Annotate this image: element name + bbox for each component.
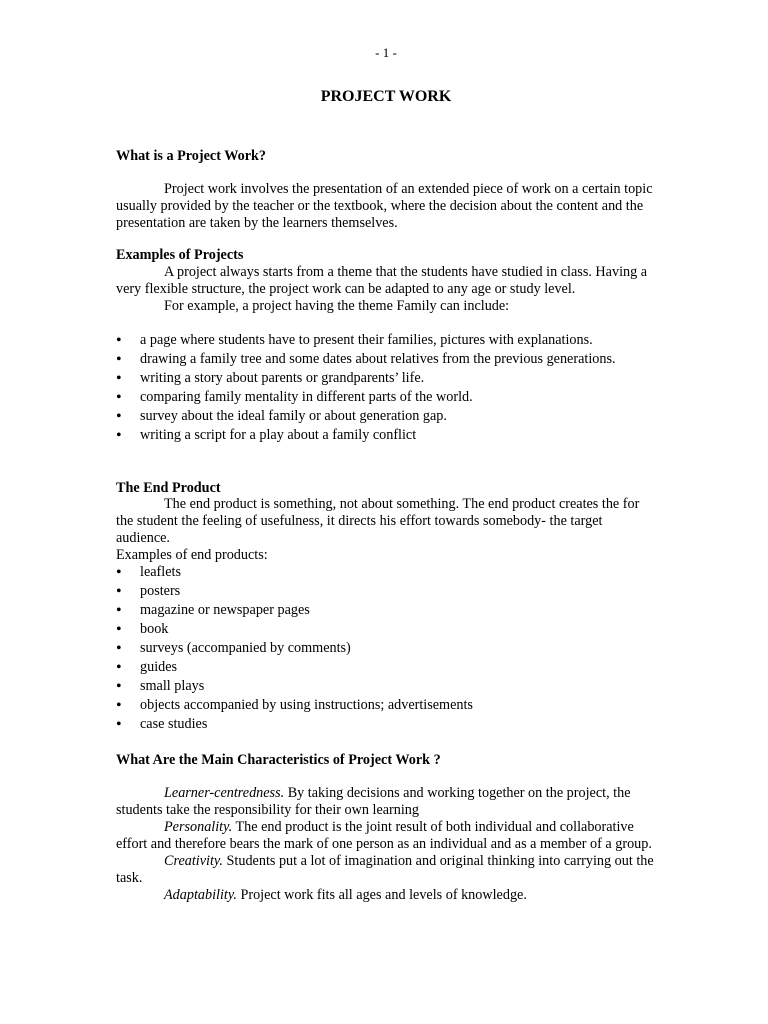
list-item: • survey about the ideal family or about generation gap. <box>116 408 656 425</box>
list-item: • a page where students have to present their families, pictures with explanations. <box>116 332 656 349</box>
paragraph: Examples of end products: <box>116 547 268 563</box>
section-what-is-body <box>116 181 656 232</box>
list-item: • writing a script for a play about a family conflict <box>116 427 656 444</box>
examples-list <box>116 332 656 446</box>
list-item: • case studies <box>116 716 656 733</box>
list-item: • objects accompanied by using instructions; advertisements <box>116 697 656 714</box>
list-item: • writing a story about parents or grandparents’ life. <box>116 370 656 387</box>
list-item: • small plays <box>116 678 656 695</box>
characteristic-text: Students put a lot of imagination and original thinking into carrying out the task. <box>116 853 654 886</box>
characteristic-paragraph <box>116 853 656 887</box>
section-heading-what-is: What is a Project Work? <box>116 148 267 164</box>
end-products-list <box>116 564 656 735</box>
section-end-product-body <box>116 496 656 564</box>
page-number: - 1 - <box>375 45 397 60</box>
list-item: • magazine or newspaper pages <box>116 602 656 619</box>
list-item: • drawing a family tree and some dates about relatives from the previous generations. <box>116 351 656 368</box>
list-item: • comparing family mentality in different parts of the world. <box>116 389 656 406</box>
paragraph: The end product is something, not about something. The end product creates the for the student the feeling of usefulness, it directs his effort towards somebody- the target audience. <box>116 496 640 546</box>
list-item: • book <box>116 621 656 638</box>
characteristic-term: Adaptability. <box>164 887 237 903</box>
characteristic-paragraph <box>116 819 656 853</box>
list-item: • posters <box>116 583 656 600</box>
document-title: PROJECT WORK <box>320 88 452 105</box>
section-examples-body <box>116 264 656 315</box>
list-item: • leaflets <box>116 564 656 581</box>
characteristic-paragraph <box>116 887 656 904</box>
characteristic-text: The end product is the joint result of both individual and collaborative effort and therefore bears the mark of one person as an individual and as a member of a group. <box>116 819 652 852</box>
characteristic-text: Project work fits all ages and levels of knowledge. <box>236 887 527 903</box>
section-characteristics-body <box>116 785 656 904</box>
characteristic-term: Personality. <box>164 819 233 835</box>
paragraph: A project always starts from a theme that the students have studied in class. Having a very flexible structure, the project work can be adapted to any age or study level. <box>116 264 648 297</box>
characteristic-term: Learner-centredness. <box>164 785 285 801</box>
paragraph: Project work involves the presentation of an extended piece of work on a certain topic usually provided by the teacher or the textbook, where the decision about the content and the presentation are taken by the learners themselves. <box>116 181 653 231</box>
list-item: • guides <box>116 659 656 676</box>
paragraph: For example, a project having the theme Family can include: <box>164 298 510 314</box>
section-heading-end-product: The End Product <box>116 480 221 496</box>
list-item: • surveys (accompanied by comments) <box>116 640 656 657</box>
section-heading-examples: Examples of Projects <box>116 247 244 263</box>
characteristic-text: By taking decisions and working together on the project, the students take the responsibility for their own learning <box>116 785 631 818</box>
section-heading-characteristics: What Are the Main Characteristics of Project Work ? <box>116 752 441 768</box>
characteristic-term: Creativity. <box>164 853 223 869</box>
characteristic-paragraph <box>116 785 656 819</box>
